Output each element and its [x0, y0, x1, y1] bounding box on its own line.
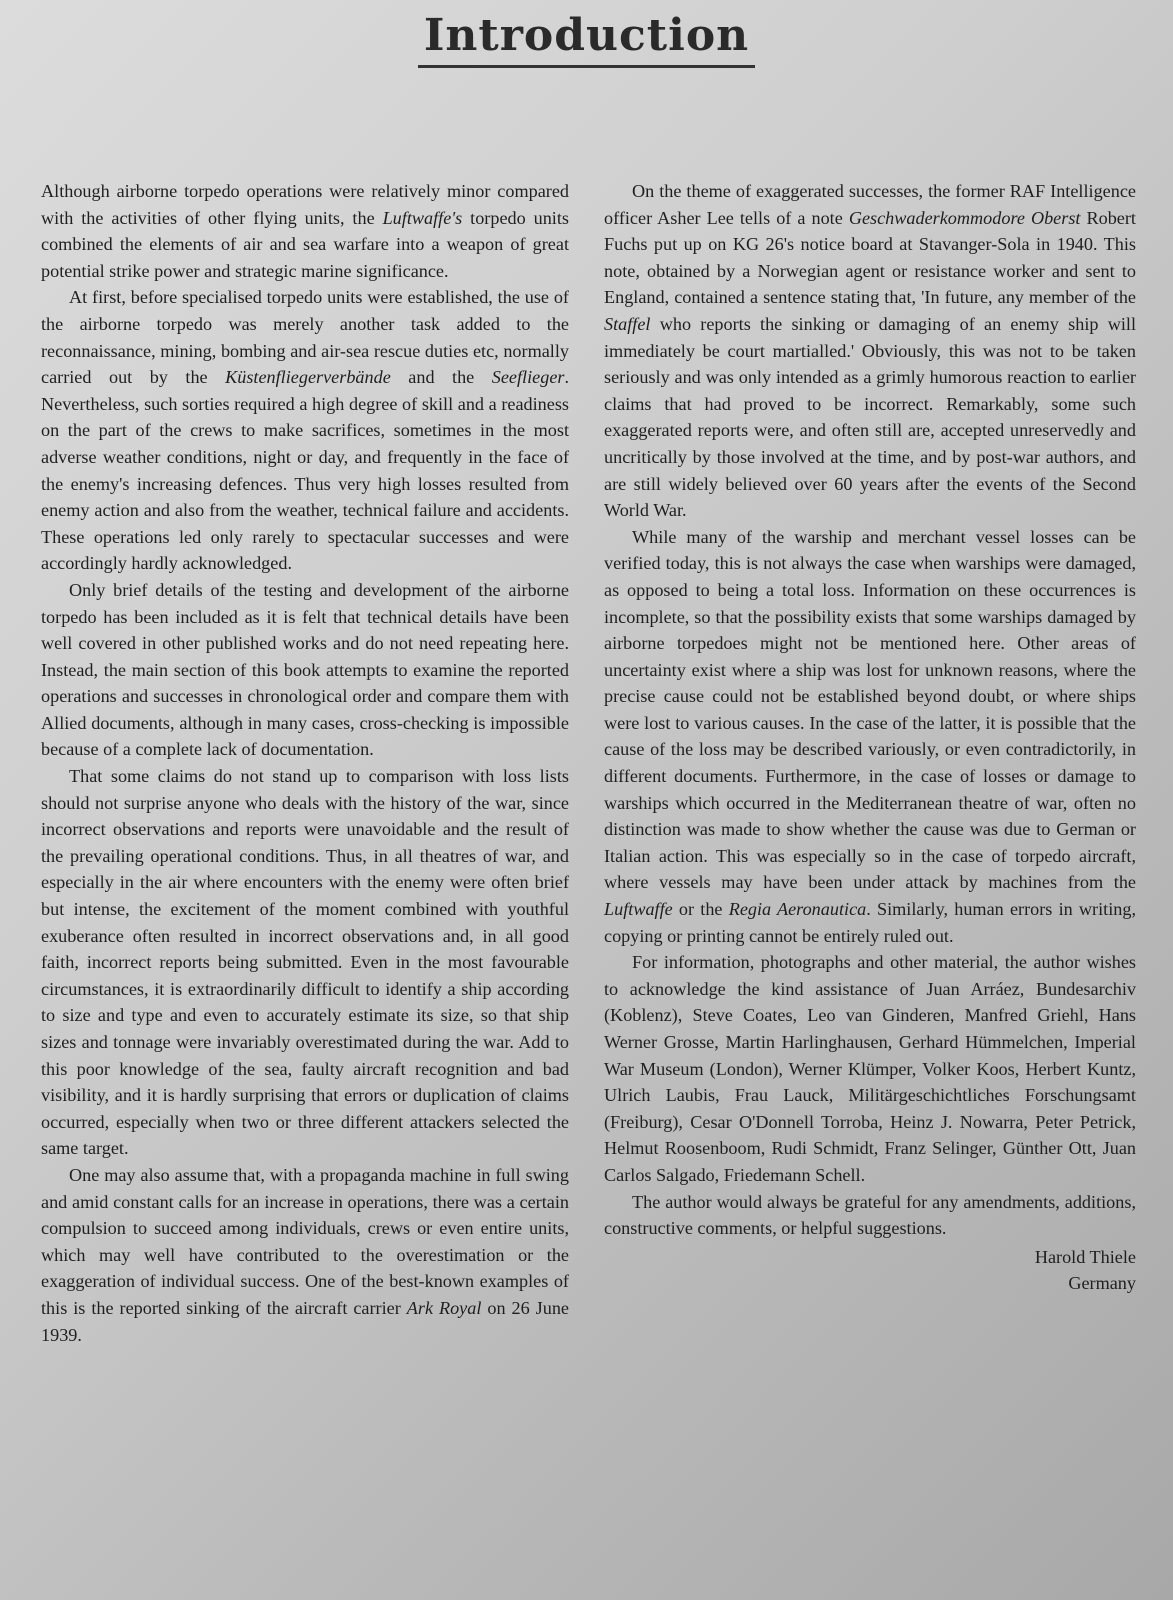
italic-term: Seeflieger: [491, 367, 565, 388]
paragraph: On the theme of exaggerated successes, the former RAF Intelligence officer Asher Lee tells of a note Geschwaderkommodore Oberst Robert Fuchs put up on KG 26's notice board at Stavanger-Sola in 1940. This note, obtained by a Norwegian agent or resistance worker and sent to England, contained a sentence stating that, 'In future, any member of the Staffel who reports the sinking or damaging of an enemy ship will immediately be court martialled.' Obviously, this was not to be taken seriously and was only intended as a grimly humorous reaction to earlier claims that had proved to be incorrect. Remarkably, some such exaggerated reports were, and often still are, accepted unreservedly and uncritically by those involved at the time, and by post-war authors, and are still widely believed over 60 years after the events of the Second World War.: [604, 181, 1136, 521]
italic-term: Luftwaffe: [604, 899, 673, 920]
paragraph: At first, before specialised torpedo units were established, the use of the airborne torpedo was merely another task added to the reconnaissance, mining, bombing and air-sea rescue duties etc, normally carried out by the Küstenfliegerverbände and the Seeflieger. Nevertheless, such sorties required a high degree of skill and a readiness on the part of the crews to make sacrifices, sometimes in the most adverse weather conditions, night or day, and frequently in the face of the enemy's increasing defences. Thus very high losses resulted from enemy action and also from the weather, technical failure and accidents. These operations led only rarely to spectacular successes and were accordingly hardly acknowledged.: [41, 287, 570, 574]
italic-term: Küstenfliegerverbände: [225, 367, 391, 388]
paragraph: One may also assume that, with a propaganda machine in full swing and amid constant calls for an increase in operations, there was a certain compulsion to succeed among individuals, crews or even entire units, which may well have contributed to the overestimation or the exaggeration of individual success. One of the best-known examples of this is the reported sinking of the aircraft carrier Ark Royal on 26 June 1939.: [41, 1164, 570, 1345]
author-name: Harold Thiele: [1034, 1246, 1136, 1267]
italic-term: Ark Royal: [406, 1297, 482, 1318]
italic-term: Staffel: [604, 313, 651, 334]
right-column: [604, 178, 1136, 1297]
paragraph: That some claims do not stand up to comparison with loss lists should not surprise anyone who deals with the history of the war, since incorrect observations and reports were unavoidable and the result of the prevailing operational conditions. Thus, in all theatres of war, and especially in the air where encounters with the enemy were often brief but intense, the excitement of the moment combined with youthful exuberance often resulted in incorrect observations and, in all good faith, incorrect reports being submitted. Even in the most favourable circumstances, it is extraordinarily difficult to identify a ship according to size and type and even to accurately estimate its size, so that ship sizes and tonnage were invariably overestimated during the war. Add to this poor knowledge of the sea, faulty aircraft recognition and bad visibility, and it is hardly surprising that errors or duplication of claims occurred, especially when two or three different attackers selected the same target.: [41, 766, 569, 1159]
italic-term: Regia Aeronautica: [728, 899, 867, 920]
italic-term: Geschwaderkommodore Oberst: [848, 207, 1081, 228]
left-column: [41, 178, 569, 1348]
page-title: Introduction: [418, 10, 755, 68]
author-country: Germany: [1068, 1273, 1136, 1294]
signature-block: [604, 1244, 1136, 1297]
italic-term: Luftwaffe's: [382, 207, 463, 228]
title-wrap: [0, 10, 1173, 68]
paragraph: For information, photographs and other material, the author wishes to acknowledge the kind assistance of Juan Arráez, Bundesarchiv (Koblenz), Steve Coates, Leo van Ginderen, Manfred Griehl, Hans Werner Grosse, Martin Harlinghausen, Gerhard Hümmelchen, Imperial War Museum (London), Werner Klümper, Volker Koos, Herbert Kuntz, Ulrich Laubis, Frau Lauck, Militärgeschichtliches Forschungsamt (Freiburg), Cesar O'Donnell Torroba, Heinz J. Nowarra, Peter Petrick, Helmut Roosenboom, Rudi Schmidt, Franz Selinger, Günther Ott, Juan Carlos Salgado, Friedemann Schell.: [604, 952, 1136, 1185]
paragraph: Although airborne torpedo operations were relatively minor compared with the activities of other flying units, the Luftwaffe's torpedo units combined the elements of air and sea warfare into a weapon of great potential strike power and strategic marine significance.: [41, 181, 569, 281]
paragraph: The author would always be grateful for any amendments, additions, constructive comments, or helpful suggestions.: [604, 1191, 1136, 1239]
paragraph: Only brief details of the testing and development of the airborne torpedo has been included as it is felt that technical details have been well covered in other published works and do not need repeating here. Instead, the main section of this book attempts to examine the reported operations and successes in chronological order and compare them with Allied documents, although in many cases, cross-checking is impossible because of a complete lack of documentation.: [41, 579, 569, 760]
paragraph: While many of the warship and merchant vessel losses can be verified today, this is not always the case when warships were damaged, as opposed to being a total loss. Information on these occurrences is incomplete, so that the possibility exists that some warships damaged by airborne torpedoes might not be mentioned here. Other areas of uncertainty exist where a ship was lost for unknown reasons, where the precise cause could not be established beyond doubt, or where ships were lost to various causes. In the case of the latter, it is possible that the cause of the loss may be described variously, or even contradictorily, in different documents. Furthermore, in the case of losses or damage to warships which occurred in the Mediterranean theatre of war, often no distinction was made to show whether the cause was due to German or Italian action. This was especially so in the case of torpedo aircraft, where vessels may have been under attack by machines from the Luftwaffe or the Regia Aeronautica. Similarly, human errors in writing, copying or printing cannot be entirely ruled out.: [604, 526, 1136, 946]
